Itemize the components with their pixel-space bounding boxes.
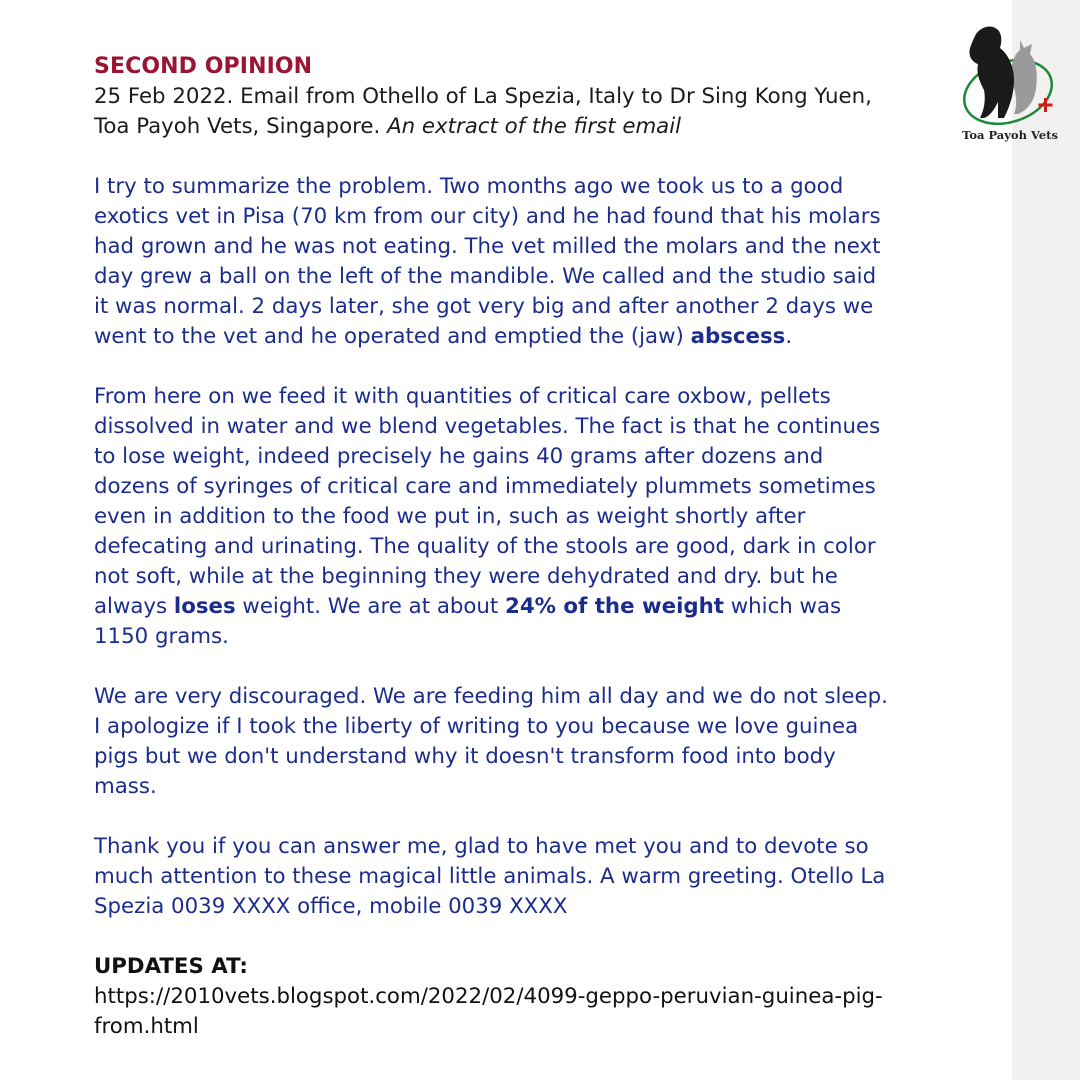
p1-bold: abscess: [690, 324, 786, 349]
updates-url[interactable]: https://2010vets.blogspot.com/2022/02/4099-geppo-peruvian-guinea-pig-from.html: [94, 984, 883, 1039]
p1-end: .: [785, 324, 793, 349]
cat-silhouette-icon: [1011, 40, 1036, 114]
p2-bold-weight: 24% of the weight: [505, 594, 724, 619]
logo-caption: Toa Payoh Vets: [962, 128, 1058, 142]
updates-label: UPDATES AT:: [94, 954, 248, 979]
paragraph-4: Thank you if you can answer me, glad to have met you and to devote so much attention to these magical little animals. A warm greeting. Otello La Spezia 0039 XXXX office, mobile 0039 XXXX: [94, 834, 886, 919]
dog-silhouette-icon: [969, 27, 1014, 118]
intro-text: 25 Feb 2022. Email from Othello of La Spezia, Italy to Dr Sing Kong Yuen, Toa Payoh Vets, Singapore.: [94, 84, 872, 139]
page-heading: SECOND OPINION: [94, 54, 313, 79]
p2-text-e: which was 1150 grams.: [94, 594, 842, 649]
email-extract: [94, 52, 894, 1042]
paragraph-1: [94, 172, 894, 352]
intro-italic: An extract of the first email: [387, 114, 682, 139]
p1-text: I try to summarize the problem. Two months ago we took us to a good exotics vet in Pisa (70 km from our city) and he had found that his molars had grown and he was not eating. The vet milled the molars and the next day grew a ball on the left of the mandible. We called and the studio said it was normal. 2 days later, she got very big and after another 2 days we went to the vet and he operated and emptied the (jaw): [94, 174, 881, 349]
p2-text-c: weight. We are at about: [235, 594, 506, 619]
p2-text-a: From here on we feed it with quantities of critical care oxbow, pellets dissolved in water and we blend vegetables. The fact is that he continues to lose weight, indeed precisely he gains 40 grams after dozens and dozens of syringes of critical care and immediately plummets sometimes even in addition to the food we put in, such as weight shortly after defecating and urinating. The quality of the stools are good, dark in color not soft, while at the beginning they were dehydrated and dry. but he always: [94, 384, 881, 619]
right-margin-strip: [1012, 0, 1080, 1080]
paragraph-3: We are very discouraged. We are feeding him all day and we do not sleep. I apologize if I took the liberty of writing to you because we love guinea pigs but we don't understand why it doesn't transform food into body mass.: [94, 684, 888, 799]
intro-line: [94, 82, 894, 142]
paragraph-2: [94, 382, 894, 652]
p2-bold-loses: loses: [173, 594, 236, 619]
